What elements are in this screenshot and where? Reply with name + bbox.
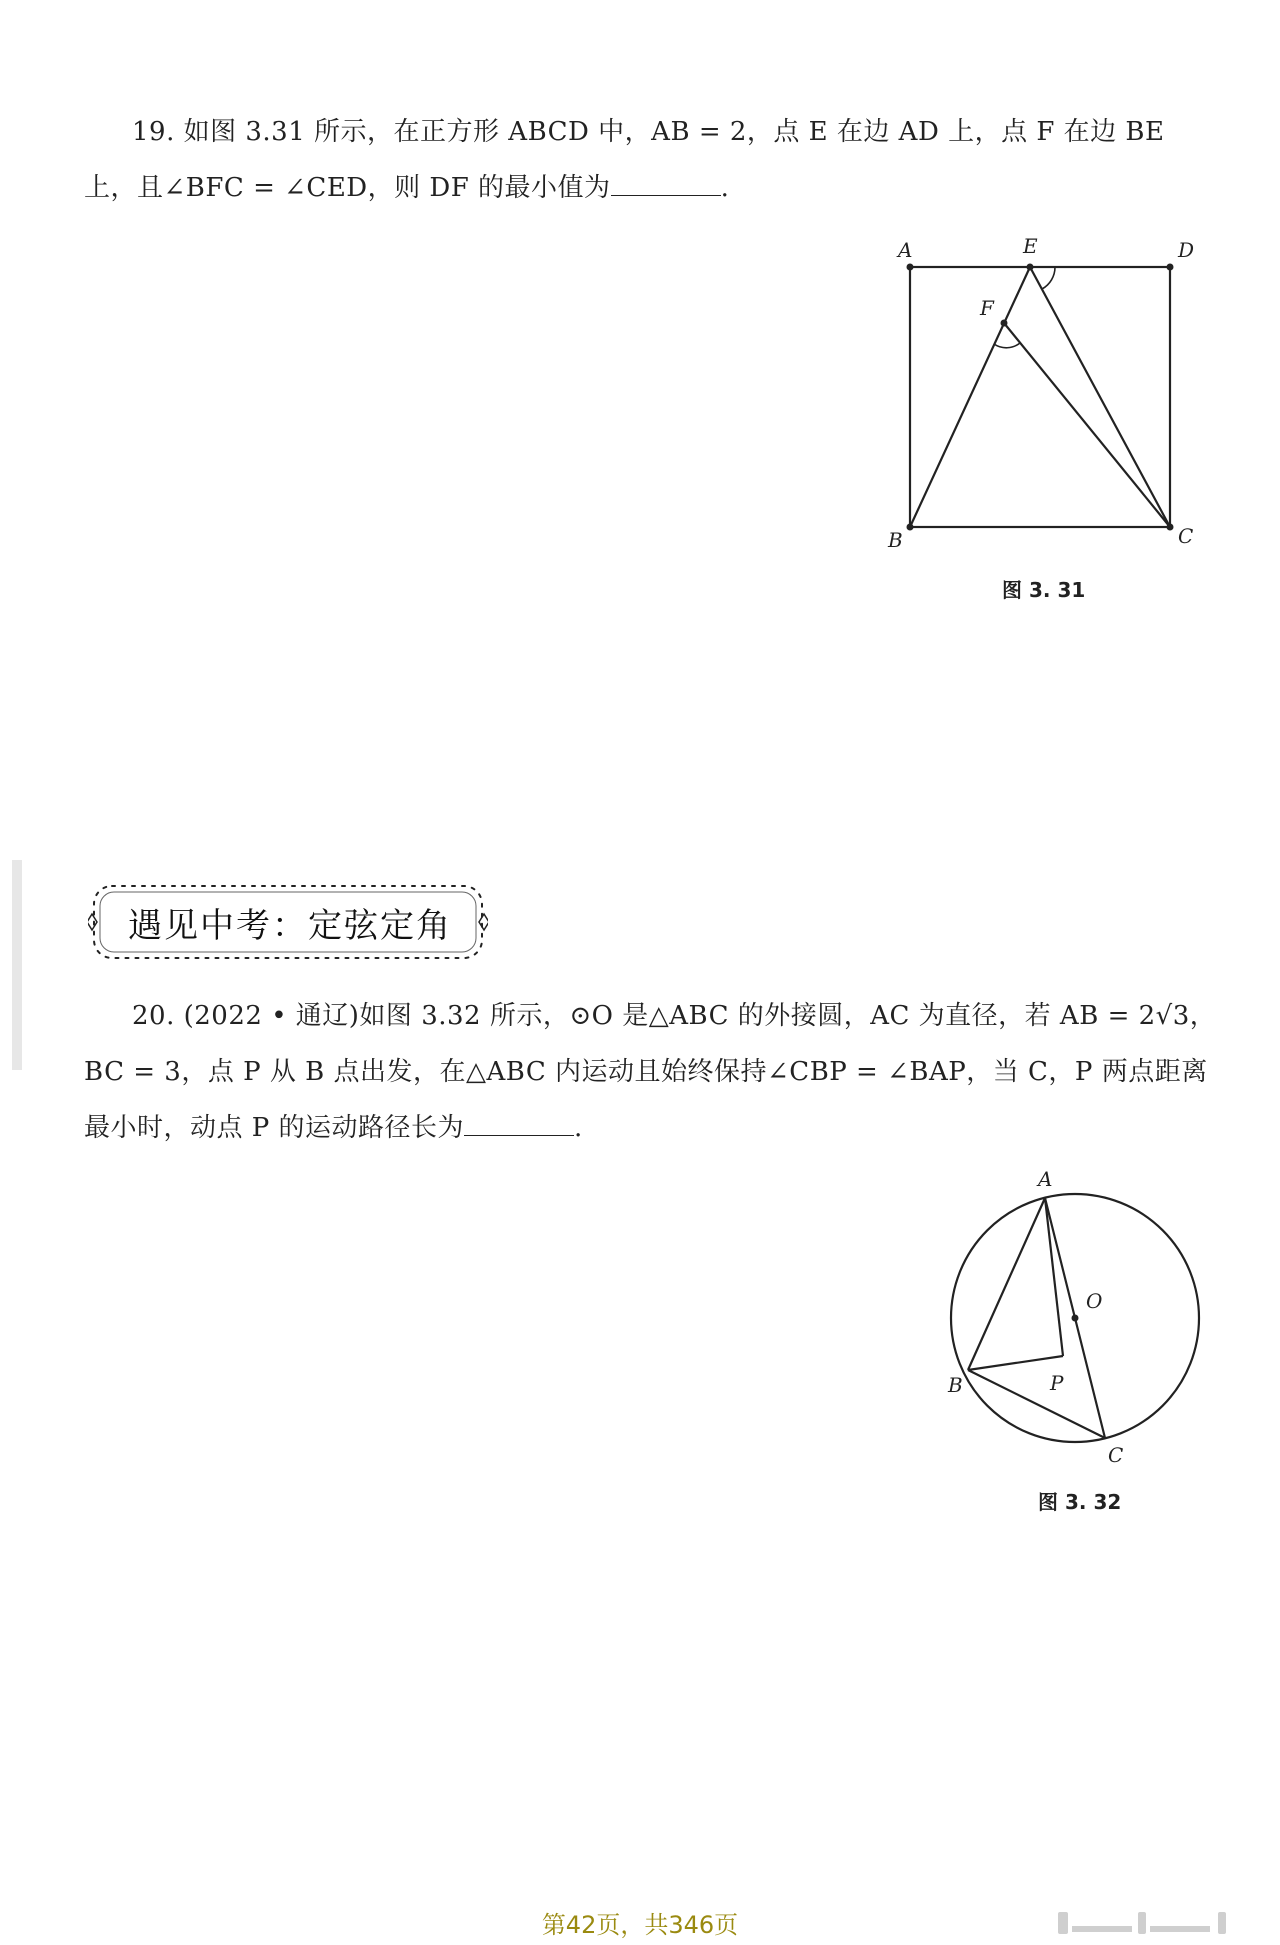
figure-3-31-caption: 图 3. 31 [1002, 578, 1086, 602]
problem-20 [84, 988, 1224, 1156]
point-c [1167, 524, 1174, 531]
point-e [1027, 264, 1034, 271]
angle-ced-arc [1042, 267, 1055, 289]
answer-blank-20 [464, 1113, 574, 1136]
problem-20-end: . [574, 1113, 583, 1143]
segment-ap [1045, 1198, 1063, 1356]
section-header [88, 880, 488, 964]
label-p: P [1050, 1371, 1064, 1395]
label-o: O [1086, 1289, 1103, 1313]
label-a: A [898, 238, 913, 262]
section-title: 遇见中考：定弦定角 [128, 906, 452, 946]
label-b: B [888, 528, 903, 552]
figure-3-32-svg [930, 1160, 1220, 1480]
point-o [1072, 1315, 1079, 1322]
figure-3-32 [930, 1160, 1220, 1480]
point-f [1001, 320, 1008, 327]
segment-fc [1004, 323, 1170, 527]
label-f: F [980, 296, 994, 320]
scan-bar-mark [1058, 1912, 1258, 1936]
figure-3-31 [880, 225, 1220, 565]
label-c: C [1108, 1443, 1124, 1467]
angle-bfc-arc [994, 343, 1020, 348]
problem-19-end: . [720, 173, 730, 203]
segment-ab [968, 1198, 1045, 1370]
problem-20-text: 20. (2022 • 通辽)如图 3.32 所示，⊙O 是△ABC 的外接圆，AC 为直径，若 AB = 2√3，BC = 3，点 P 从 B 点出发，在△ABC 内运动且始终保持∠CBP = ∠BAP，当 C，P 两点距离最小时，动点 P 的运动路径长为 [84, 1001, 1217, 1143]
label-a: A [1038, 1167, 1053, 1191]
problem-19 [84, 104, 1224, 216]
answer-blank-19 [611, 173, 721, 196]
segment-bp [968, 1356, 1063, 1370]
segment-ec [1030, 267, 1170, 527]
label-c: C [1178, 524, 1194, 548]
problem-19-text: 19. 如图 3.31 所示，在正方形 ABCD 中，AB = 2，点 E 在边 AD 上，点 F 在边 BE 上，且∠BFC = ∠CED，则 DF 的最小值为 [84, 117, 1165, 203]
square-abcd [910, 267, 1170, 527]
point-d [1167, 264, 1174, 271]
figure-3-32-caption: 图 3. 32 [1038, 1490, 1122, 1514]
point-b [907, 524, 914, 531]
point-a [907, 264, 914, 271]
page-footer: 第42页，共346页 [541, 1911, 739, 1939]
label-d: D [1178, 238, 1195, 262]
label-e: E [1023, 234, 1038, 258]
segment-be [910, 267, 1030, 527]
scan-edge-mark [12, 860, 22, 1070]
figure-3-31-svg [880, 225, 1220, 565]
segment-bc [968, 1370, 1105, 1438]
label-b: B [948, 1373, 963, 1397]
